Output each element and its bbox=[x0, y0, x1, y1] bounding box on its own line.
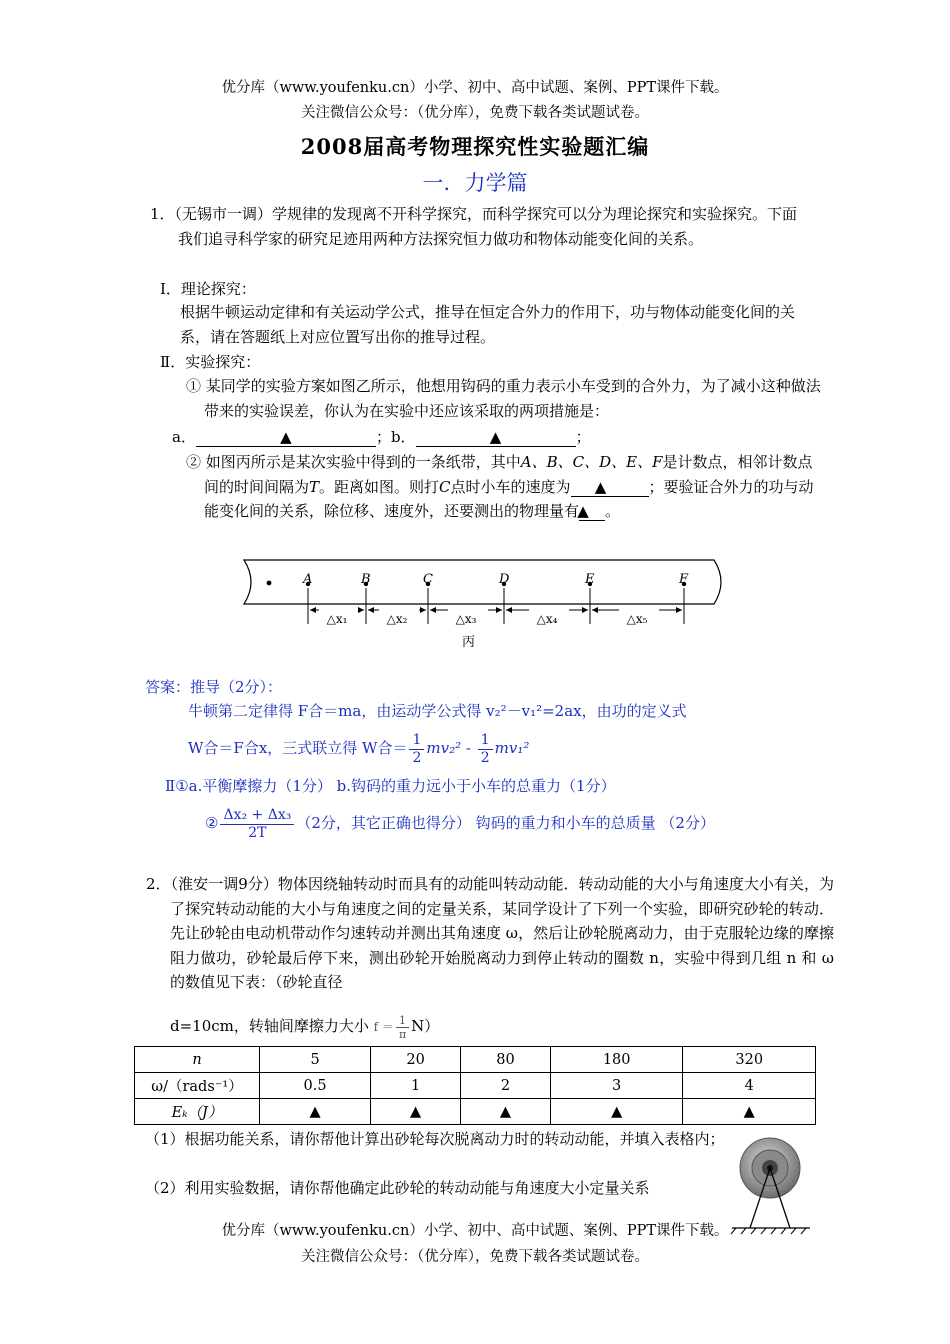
item2-text-e: ；要验证合外力的功与动能变化间的关系，除位移、速度外，还要测出的物理量有 bbox=[204, 477, 814, 520]
q2-diameter-text: d=10cm，转轴间摩擦力大小 bbox=[170, 1017, 369, 1035]
item2-T: T bbox=[309, 477, 320, 496]
answer-line-1: 牛顿第二定律得 F合＝ma，由运动学公式得 v₂²－v₁²=2ax，由功的定义式 bbox=[188, 702, 687, 720]
blank-quantity[interactable]: ▲ bbox=[579, 502, 605, 521]
tape-label-a: A bbox=[303, 572, 313, 587]
friction-num: 1 bbox=[396, 1014, 409, 1028]
q2-diameter-end: N） bbox=[411, 1017, 440, 1035]
friction-fraction bbox=[396, 1014, 409, 1041]
q1-part2-item1: ① 某同学的实验方案如图乙所示，他想用钩码的重力表示小车受到的合外力，为了减小这种做法带来的实验误差，你认为在实验中还应该采取的两项措施是： bbox=[186, 377, 821, 420]
table-cell: 80 bbox=[461, 1047, 551, 1073]
item2-text-d: 点时小车的速度为 bbox=[450, 477, 571, 496]
table-row bbox=[135, 1073, 816, 1099]
interval-arrowhead bbox=[368, 607, 374, 613]
q1-blanks-line bbox=[172, 425, 591, 450]
half-num-1: 1 bbox=[409, 732, 424, 750]
page-title: 2008届高考物理探究性实验题汇编 bbox=[300, 134, 650, 159]
table-row bbox=[135, 1047, 816, 1073]
answer-label: 答案：推导（2分）： bbox=[145, 678, 283, 696]
table-cell: 320 bbox=[683, 1047, 816, 1073]
q2-sub-2: （2）利用实验数据，请你帮他确定此砂轮的转动动能与角速度大小定量关系 bbox=[145, 1179, 650, 1197]
answer-term-1: mv₂² bbox=[426, 739, 462, 757]
interval-arrowhead bbox=[358, 607, 364, 613]
q1-part1-text-emph: 请在答题纸上对应位置写出你的推导过程 bbox=[210, 327, 481, 346]
data-table bbox=[134, 1046, 816, 1125]
answer-term-2: mv₁² bbox=[494, 739, 530, 757]
tape-outline bbox=[244, 560, 721, 604]
row-header-n-text: n bbox=[192, 1051, 202, 1068]
table-cell: 4 bbox=[683, 1073, 816, 1099]
item2-points: A、B、C、D、E、F bbox=[520, 453, 663, 471]
q1-part1-text-end: 。 bbox=[480, 327, 496, 346]
table-cell-blank[interactable]: ▲ bbox=[550, 1099, 683, 1125]
q1-intro-text: 1．（无锡市一调）学规律的发现离不开科学探究，而科学探究可以分为理论探究和实验探究。下面我们追寻科学家的研究足迹用两种方法探究恒力做功和物体动能变化间的关系。 bbox=[150, 205, 798, 248]
interval-arrowhead bbox=[676, 607, 682, 613]
table-cell: 1 bbox=[371, 1073, 461, 1099]
answer-line-2-text: W合＝F合x，三式联立得 W合＝ bbox=[188, 739, 408, 757]
answer-line-4-prefix: ② bbox=[205, 814, 219, 832]
table-cell-blank[interactable]: ▲ bbox=[260, 1099, 371, 1125]
blank-b-label: ；b． bbox=[375, 428, 416, 446]
row-header-ek-text: Eₖ（J） bbox=[171, 1105, 223, 1121]
q1-part1-heading: Ⅰ．理论探究： bbox=[160, 280, 256, 298]
half-fraction-2 bbox=[478, 732, 493, 767]
q1-part1-text bbox=[180, 300, 810, 349]
table-cell: 5 bbox=[260, 1047, 371, 1073]
answer-minus: - bbox=[461, 739, 476, 757]
table-cell: 20 bbox=[371, 1047, 461, 1073]
answer-line-4 bbox=[205, 806, 715, 842]
interval-label: △x₂ bbox=[386, 612, 408, 626]
blank-a[interactable]: ▲ bbox=[196, 428, 376, 447]
interval-arrowhead bbox=[582, 607, 588, 613]
item2-text-b: 是计数点，相邻计数点间的时间间隔为 bbox=[204, 453, 813, 496]
table-cell: 2 bbox=[461, 1073, 551, 1099]
q1-intro bbox=[150, 202, 810, 251]
half-num-2: 1 bbox=[478, 732, 493, 750]
answer-line-2 bbox=[188, 731, 529, 767]
tape-label-b: B bbox=[361, 572, 371, 587]
interval-arrowhead bbox=[496, 607, 502, 613]
interval-label: △x₁ bbox=[326, 612, 348, 626]
row-header-omega: ω/（rads⁻¹） bbox=[135, 1073, 260, 1099]
header-line-1: 优分库（www.youfenku.cn）小学、初中、高中试题、案例、PPT课件下载。 bbox=[221, 80, 729, 96]
friction-lhs: f ＝ bbox=[373, 1020, 394, 1034]
table-cell-blank[interactable]: ▲ bbox=[683, 1099, 816, 1125]
q1-part1-text-a: 根据牛顿运动定律和有关运动学公式，推导在恒定合外力的作用下，功与物体动能变化间的关系， bbox=[180, 303, 796, 346]
velocity-fraction bbox=[220, 807, 294, 842]
interval-arrowhead bbox=[420, 607, 426, 613]
velocity-num: Δx₂ + Δx₃ bbox=[220, 807, 294, 825]
tape-label-c: C bbox=[423, 572, 433, 587]
item2-text-c: 。距离如图。则打 bbox=[319, 477, 440, 496]
paper-tape-diagram bbox=[236, 558, 731, 656]
tape-label-d: D bbox=[499, 572, 510, 587]
answer-line-4-rest: （2分，其它正确也得分） 钩码的重力和小车的总质量 （2分） bbox=[296, 814, 715, 832]
blank-a-label: a． bbox=[172, 428, 196, 446]
interval-label: △x₅ bbox=[626, 612, 648, 626]
interval-arrowhead bbox=[310, 607, 316, 613]
interval-label: △x₃ bbox=[455, 612, 477, 626]
q2-intro: 2．（淮安一调9分）物体因绕轴转动时而具有的动能叫转动动能．转动动能的大小与角速度大小有关，为了探究转动动能的大小与角速度之间的定量关系，某同学设计了下列一个实验，即研究砂轮的转动．先让砂轮由电动机带动作匀速转动并测出其角速度 ω，然后让砂轮脱离动力，由于克服轮边缘的摩擦阻力做功，砂轮最后停下来，测出砂轮开始脱离动力到停止转动的圈数 n，实验中得到几组 n 和 ω 的数值见下表：（砂轮直径 bbox=[146, 875, 834, 991]
table-cell: 180 bbox=[550, 1047, 683, 1073]
interval-arrowhead bbox=[506, 607, 512, 613]
half-fraction-1 bbox=[409, 732, 424, 767]
table-row bbox=[135, 1099, 816, 1125]
item2-text-a: ② 如图丙所示是某次实验中得到的一条纸带，其中 bbox=[186, 453, 521, 471]
table-cell-blank[interactable]: ▲ bbox=[371, 1099, 461, 1125]
interval-arrowhead bbox=[430, 607, 436, 613]
footer-line-1: 优分库（www.youfenku.cn）小学、初中、高中试题、案例、PPT课件下载。 bbox=[221, 1223, 729, 1239]
q2-diameter-line bbox=[170, 1012, 439, 1041]
answer-line-3: Ⅱ①a.平衡摩擦力（1分） b.钩码的重力远小于小车的总重力（1分） bbox=[165, 777, 616, 795]
tape-caption: 丙 bbox=[462, 635, 476, 650]
q1-part2-heading: Ⅱ．实验探究： bbox=[160, 353, 261, 371]
row-header-ek bbox=[135, 1099, 260, 1125]
section-title: 一．力学篇 bbox=[422, 171, 528, 195]
velocity-den: 2T bbox=[248, 824, 267, 841]
table-cell: 0.5 bbox=[260, 1073, 371, 1099]
half-den-2: 2 bbox=[480, 749, 490, 766]
blank-velocity[interactable]: ▲ bbox=[571, 478, 649, 497]
friction-den: π bbox=[398, 1028, 407, 1041]
blank-b[interactable]: ▲ bbox=[416, 428, 576, 447]
tape-start-dot bbox=[267, 581, 272, 586]
interval-label: △x₄ bbox=[536, 612, 558, 626]
half-den-1: 2 bbox=[412, 749, 422, 766]
tape-label-e: E bbox=[585, 572, 595, 587]
tape-label-f: F bbox=[679, 572, 689, 587]
table-cell: 3 bbox=[550, 1073, 683, 1099]
q2-sub-1: （1）根据功能关系，请你帮他计算出砂轮每次脱离动力时的转动动能，并填入表格内； bbox=[145, 1130, 725, 1148]
table-cell-blank[interactable]: ▲ bbox=[461, 1099, 551, 1125]
row-header-n bbox=[135, 1047, 260, 1073]
footer-line-2: 关注微信公众号：（优分库），免费下载各类试题试卷。 bbox=[301, 1249, 649, 1265]
item2-C: C bbox=[439, 477, 451, 496]
interval-arrowhead bbox=[592, 607, 598, 613]
item2-end: 。 bbox=[605, 502, 621, 520]
friction-formula bbox=[373, 1014, 412, 1041]
q1-part2-item2 bbox=[186, 450, 826, 524]
blank-end: ； bbox=[575, 428, 591, 446]
header-line-2: 关注微信公众号：（优分库），免费下载各类试题试卷。 bbox=[301, 105, 649, 121]
